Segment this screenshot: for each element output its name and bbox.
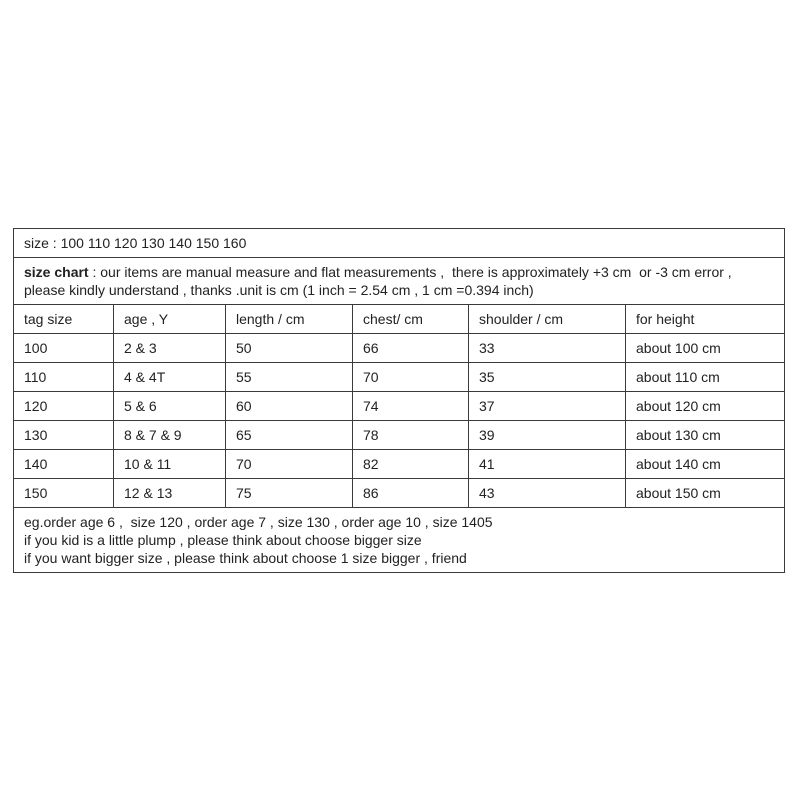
cell-tag-size: 120 (14, 392, 114, 421)
header-length: length / cm (226, 305, 353, 334)
cell-age: 12 & 13 (114, 479, 226, 508)
cell-tag-size: 140 (14, 450, 114, 479)
cell-chest: 82 (353, 450, 469, 479)
cell-shoulder: 37 (469, 392, 626, 421)
size-chart-note-line-1 (24, 263, 774, 281)
cell-height: about 100 cm (626, 334, 785, 363)
table-row (14, 363, 785, 392)
table-row (14, 421, 785, 450)
cell-tag-size: 150 (14, 479, 114, 508)
table-header-row (14, 305, 785, 334)
cell-height: about 120 cm (626, 392, 785, 421)
cell-tag-size: 110 (14, 363, 114, 392)
size-list-cell (14, 229, 785, 258)
header-height: for height (626, 305, 785, 334)
cell-length: 75 (226, 479, 353, 508)
cell-tag-size: 130 (14, 421, 114, 450)
size-list-text: size : 100 110 120 130 140 150 160 (24, 235, 247, 251)
cell-tag-size: 100 (14, 334, 114, 363)
size-list-row (14, 229, 785, 258)
cell-height: about 110 cm (626, 363, 785, 392)
header-tag-size: tag size (14, 305, 114, 334)
cell-age: 2 & 3 (114, 334, 226, 363)
size-chart-label: size chart (24, 264, 89, 280)
footer-note-1: eg.order age 6 , size 120 , order age 7 , size 130 , order age 10 , size 1405 (24, 514, 493, 530)
cell-shoulder: 43 (469, 479, 626, 508)
table-row (14, 479, 785, 508)
table-row (14, 450, 785, 479)
cell-shoulder: 35 (469, 363, 626, 392)
size-chart-note-line-2: please kindly understand , thanks .unit is cm (1 inch = 2.54 cm , 1 cm =0.394 inch) (24, 282, 534, 298)
cell-length: 55 (226, 363, 353, 392)
header-chest: chest/ cm (353, 305, 469, 334)
table-row (14, 392, 785, 421)
header-shoulder: shoulder / cm (469, 305, 626, 334)
table-row (14, 334, 785, 363)
header-age: age , Y (114, 305, 226, 334)
cell-chest: 86 (353, 479, 469, 508)
cell-shoulder: 39 (469, 421, 626, 450)
cell-length: 65 (226, 421, 353, 450)
cell-chest: 74 (353, 392, 469, 421)
cell-age: 4 & 4T (114, 363, 226, 392)
cell-chest: 66 (353, 334, 469, 363)
cell-shoulder: 33 (469, 334, 626, 363)
size-chart-table (13, 228, 785, 573)
cell-height: about 130 cm (626, 421, 785, 450)
cell-chest: 70 (353, 363, 469, 392)
footer-note-2: if you kid is a little plump , please think about choose bigger size (24, 532, 422, 548)
cell-height: about 140 cm (626, 450, 785, 479)
footer-notes-row (14, 508, 785, 573)
size-chart-note-text-1: : our items are manual measure and flat measurements , there is approximately +3 cm or -3 cm error , (88, 264, 732, 280)
cell-shoulder: 41 (469, 450, 626, 479)
cell-chest: 78 (353, 421, 469, 450)
cell-height: about 150 cm (626, 479, 785, 508)
cell-age: 5 & 6 (114, 392, 226, 421)
cell-length: 50 (226, 334, 353, 363)
cell-age: 10 & 11 (114, 450, 226, 479)
size-chart-note-row (14, 258, 785, 305)
cell-length: 70 (226, 450, 353, 479)
cell-length: 60 (226, 392, 353, 421)
footer-note-3: if you want bigger size , please think about choose 1 size bigger , friend (24, 550, 467, 566)
cell-age: 8 & 7 & 9 (114, 421, 226, 450)
footer-notes-cell (14, 508, 785, 573)
size-chart-note-cell (14, 258, 785, 305)
